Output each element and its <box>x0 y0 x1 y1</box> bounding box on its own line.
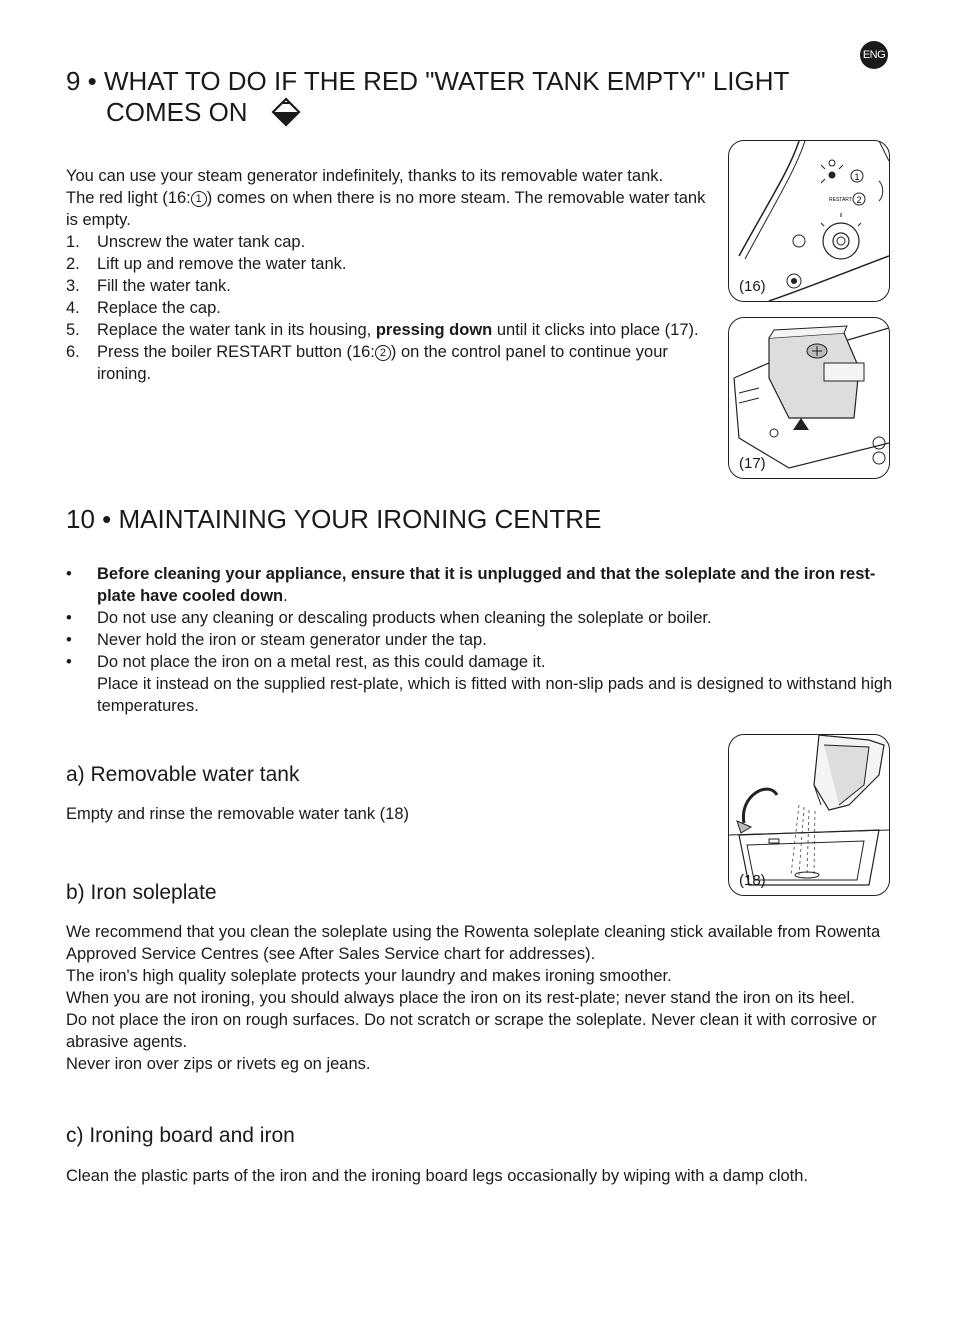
bullet-text-bold: Before cleaning your appliance, ensure that it is unplugged and that the soleplate and the iron rest-plate have cooled down <box>97 565 876 605</box>
step-item <box>66 341 714 385</box>
soleplate-paragraph: The iron's high quality soleplate protects your laundry and makes ironing smoother. <box>66 967 672 985</box>
ref-circle-1: 1 <box>191 191 207 207</box>
figure-ref-1: 1 <box>854 172 860 182</box>
bullet-text: Do not place the iron on a metal rest, as this could damage it. <box>97 653 546 671</box>
bullet-mark: • <box>66 565 72 583</box>
subsection-c-text: Clean the plastic parts of the iron and the ironing board legs occasionally by wiping with a damp cloth. <box>66 1167 809 1185</box>
red-light-text <box>66 187 714 231</box>
figure-16-control-panel <box>728 140 890 302</box>
step-number: 2. <box>66 255 80 273</box>
step-text: Replace the water tank in its housing, <box>97 321 376 339</box>
bullet-text: Never hold the iron or steam generator under the tap. <box>97 631 487 649</box>
bullet-text: Do not use any cleaning or descaling products when cleaning the soleplate or boiler. <box>97 609 712 627</box>
soleplate-paragraph: Do not place the iron on rough surfaces. Do not scratch or scrape the soleplate. Never clean it with corrosive or abrasive agents. <box>66 1011 877 1051</box>
bullet-item <box>66 607 896 629</box>
subsection-b-title: b) Iron soleplate <box>66 881 217 904</box>
water-tank-illustration <box>729 318 889 478</box>
figure-ref-2: 2 <box>856 195 862 205</box>
bullet-text-end: . <box>283 587 288 605</box>
subsection-a-title: a) Removable water tank <box>66 763 300 786</box>
step-text: Press the boiler RESTART button (16: <box>97 343 375 361</box>
step-text-bold: pressing down <box>375 321 493 339</box>
figure-17-caption: (17) <box>739 455 766 472</box>
step-number: 1. <box>66 233 80 251</box>
bullet-text-continued: Place it instead on the supplied rest-plate, which is fitted with non-slip pads and is designed to withstand high temperatures. <box>97 675 893 715</box>
step-item <box>66 319 714 341</box>
red-light-text-post: ) comes on when there is no more steam. The removable water tank is empty. <box>66 189 706 229</box>
step-number: 5. <box>66 321 80 339</box>
subsection-a-text: Empty and rinse the removable water tank (18) <box>66 805 409 823</box>
figure-16-caption: (16) <box>739 278 766 295</box>
step-number: 3. <box>66 277 80 295</box>
language-badge: ENG <box>860 41 888 69</box>
step-item <box>66 253 714 275</box>
precautions-list <box>66 563 896 717</box>
water-drop-warning-icon <box>269 97 303 127</box>
bullet-item <box>66 563 896 607</box>
step-text: Unscrew the water tank cap. <box>97 233 306 251</box>
soleplate-paragraph: When you are not ironing, you should always place the iron on its rest-plate; never stand the iron on its heel. <box>66 989 855 1007</box>
section-9-title-line1: 9 • WHAT TO DO IF THE RED "WATER TANK EMPTY" LIGHT <box>66 66 790 96</box>
step-number: 4. <box>66 299 80 317</box>
soleplate-paragraph: We recommend that you clean the soleplate using the Rowenta soleplate cleaning stick available from Rowenta Approved Service Centres (see After Sales Service chart for addresses). <box>66 923 881 963</box>
step-number: 6. <box>66 343 80 361</box>
figure-18-caption: (18) <box>739 872 766 889</box>
step-item <box>66 297 714 319</box>
subsection-b-body <box>66 921 896 1075</box>
bullet-mark: • <box>66 609 72 627</box>
step-text: Lift up and remove the water tank. <box>97 255 347 273</box>
red-light-text-pre: The red light (16: <box>66 189 191 207</box>
ref-circle-2: 2 <box>375 345 391 361</box>
figure-18-rinse-tank <box>728 734 890 896</box>
control-panel-illustration <box>729 141 889 301</box>
restart-label: RESTART <box>829 197 852 203</box>
section-9-heading <box>66 66 846 128</box>
section-9-body <box>66 165 714 385</box>
step-text: Fill the water tank. <box>97 277 231 295</box>
bullet-mark: • <box>66 631 72 649</box>
soleplate-paragraph: Never iron over zips or rivets eg on jeans. <box>66 1055 371 1073</box>
rinse-tank-illustration <box>729 735 889 895</box>
step-text-end: ) on the control panel to continue your ironing. <box>97 343 668 383</box>
intro-text: You can use your steam generator indefinitely, thanks to its removable water tank. <box>66 167 664 185</box>
section-9-title-text: COMES ON <box>106 97 248 127</box>
section-9-title-line2 <box>66 97 846 128</box>
subsection-c-title: c) Ironing board and iron <box>66 1124 295 1147</box>
step-text-end: until it clicks into place (17). <box>492 321 699 339</box>
bullet-item <box>66 629 896 651</box>
step-text: Replace the cap. <box>97 299 221 317</box>
section-10-body <box>66 563 896 717</box>
bullet-mark: • <box>66 653 72 671</box>
step-item <box>66 275 714 297</box>
section-10-title: 10 • MAINTAINING YOUR IRONING CENTRE <box>66 504 602 534</box>
steps-list <box>66 231 714 385</box>
bullet-item <box>66 651 896 717</box>
figure-17-water-tank <box>728 317 890 479</box>
step-item <box>66 231 714 253</box>
